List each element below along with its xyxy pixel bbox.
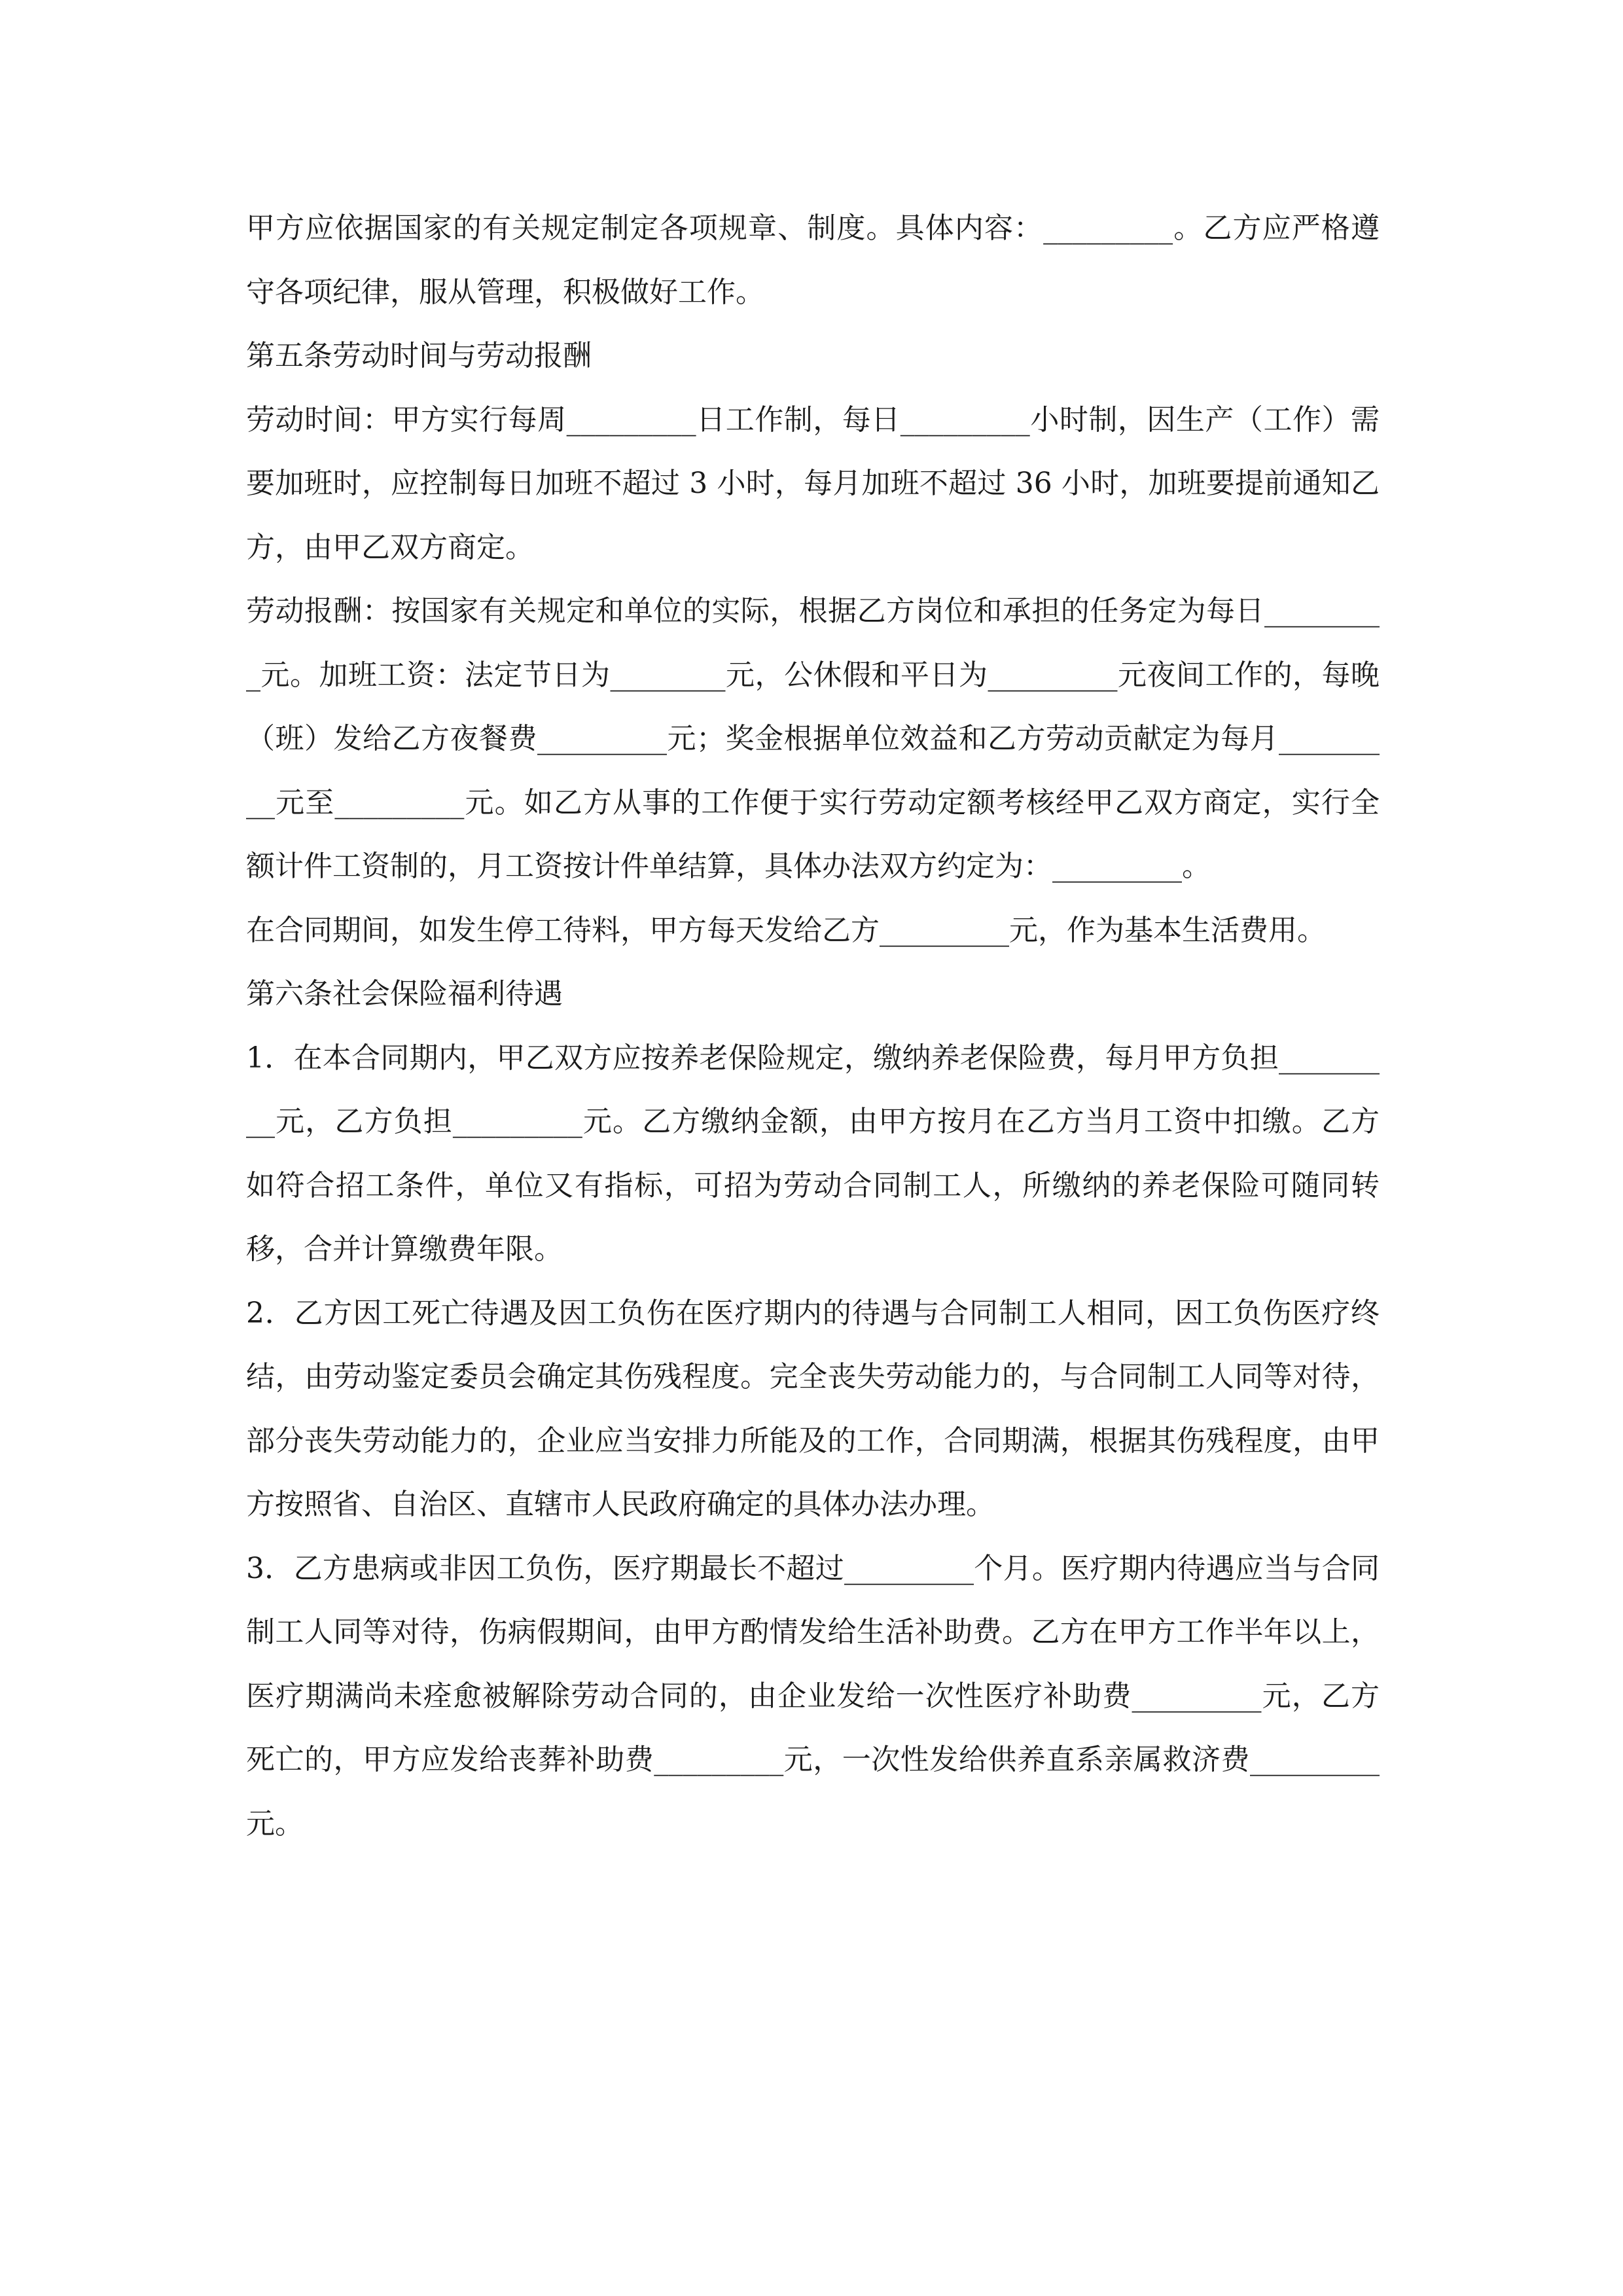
paragraph-remuneration: 劳动报酬：按国家有关规定和单位的实际，根据乙方岗位和承担的任务定为每日_________元。加班工资：法定节日为________元，公休假和平日为_________元夜间工作的，每晚（班）发给乙方夜餐费_________元；奖金根据单位效益和乙方劳动贡献定为每月_________元至_________元。如乙方从事的工作便于实行劳动定额考核经甲乙双方商定，实行全额计件工资制的，月工资按计件单结算，具体办法双方约定为：_________。 <box>246 594 1380 883</box>
paragraph-illness: 3．乙方患病或非因工负伤，医疗期最长不超过_________个月。医疗期内待遇应当与合同制工人同等对待，伤病假期间，由甲方酌情发给生活补助费。乙方在甲方工作半年以上，医疗期满尚未痊愈被解除劳动合同的，由企业发给一次性医疗补助费_________元，乙方死亡的，甲方应发给丧葬补助费_________元，一次性发给供养直系亲属救济费_________元。 <box>246 1551 1380 1840</box>
paragraph-work-injury: 2．乙方因工死亡待遇及因工负伤在医疗期内的待遇与合同制工人相同，因工负伤医疗终结，由劳动鉴定委员会确定其伤残程度。完全丧失劳动能力的，与合同制工人同等对待，部分丧失劳动能力的，企业应当安排力所能及的工作，合同期满，根据其伤残程度，由甲方按照省、自治区、直辖市人民政府确定的具体办法办理。 <box>246 1296 1380 1521</box>
paragraph-pension-insurance: 1．在本合同期内，甲乙双方应按养老保险规定，缴纳养老保险费，每月甲方负担_________元，乙方负担_________元。乙方缴纳金额，由甲方按月在乙方当月工资中扣缴。乙方如符合招工条件，单位又有指标，可招为劳动合同制工人，所缴纳的养老保险可随同转移，合并计算缴费年限。 <box>246 1041 1380 1266</box>
document-body <box>246 196 1380 1856</box>
paragraph-work-stoppage: 在合同期间，如发生停工待料，甲方每天发给乙方_________元，作为基本生活费用。 <box>246 913 1326 947</box>
paragraph-working-hours: 劳动时间：甲方实行每周_________日工作制，每日_________小时制，因生产（工作）需要加班时，应控制每日加班不超过 3 小时，每月加班不超过 36 小时，加班要提前通知乙方，由甲乙双方商定。 <box>246 403 1380 564</box>
section-heading-article-5: 第五条劳动时间与劳动报酬 <box>246 339 592 372</box>
section-heading-article-6: 第六条社会保险福利待遇 <box>246 977 563 1011</box>
paragraph-rules: 甲方应依据国家的有关规定制定各项规章、制度。具体内容：_________。乙方应严格遵守各项纪律，服从管理，积极做好工作。 <box>246 211 1380 309</box>
